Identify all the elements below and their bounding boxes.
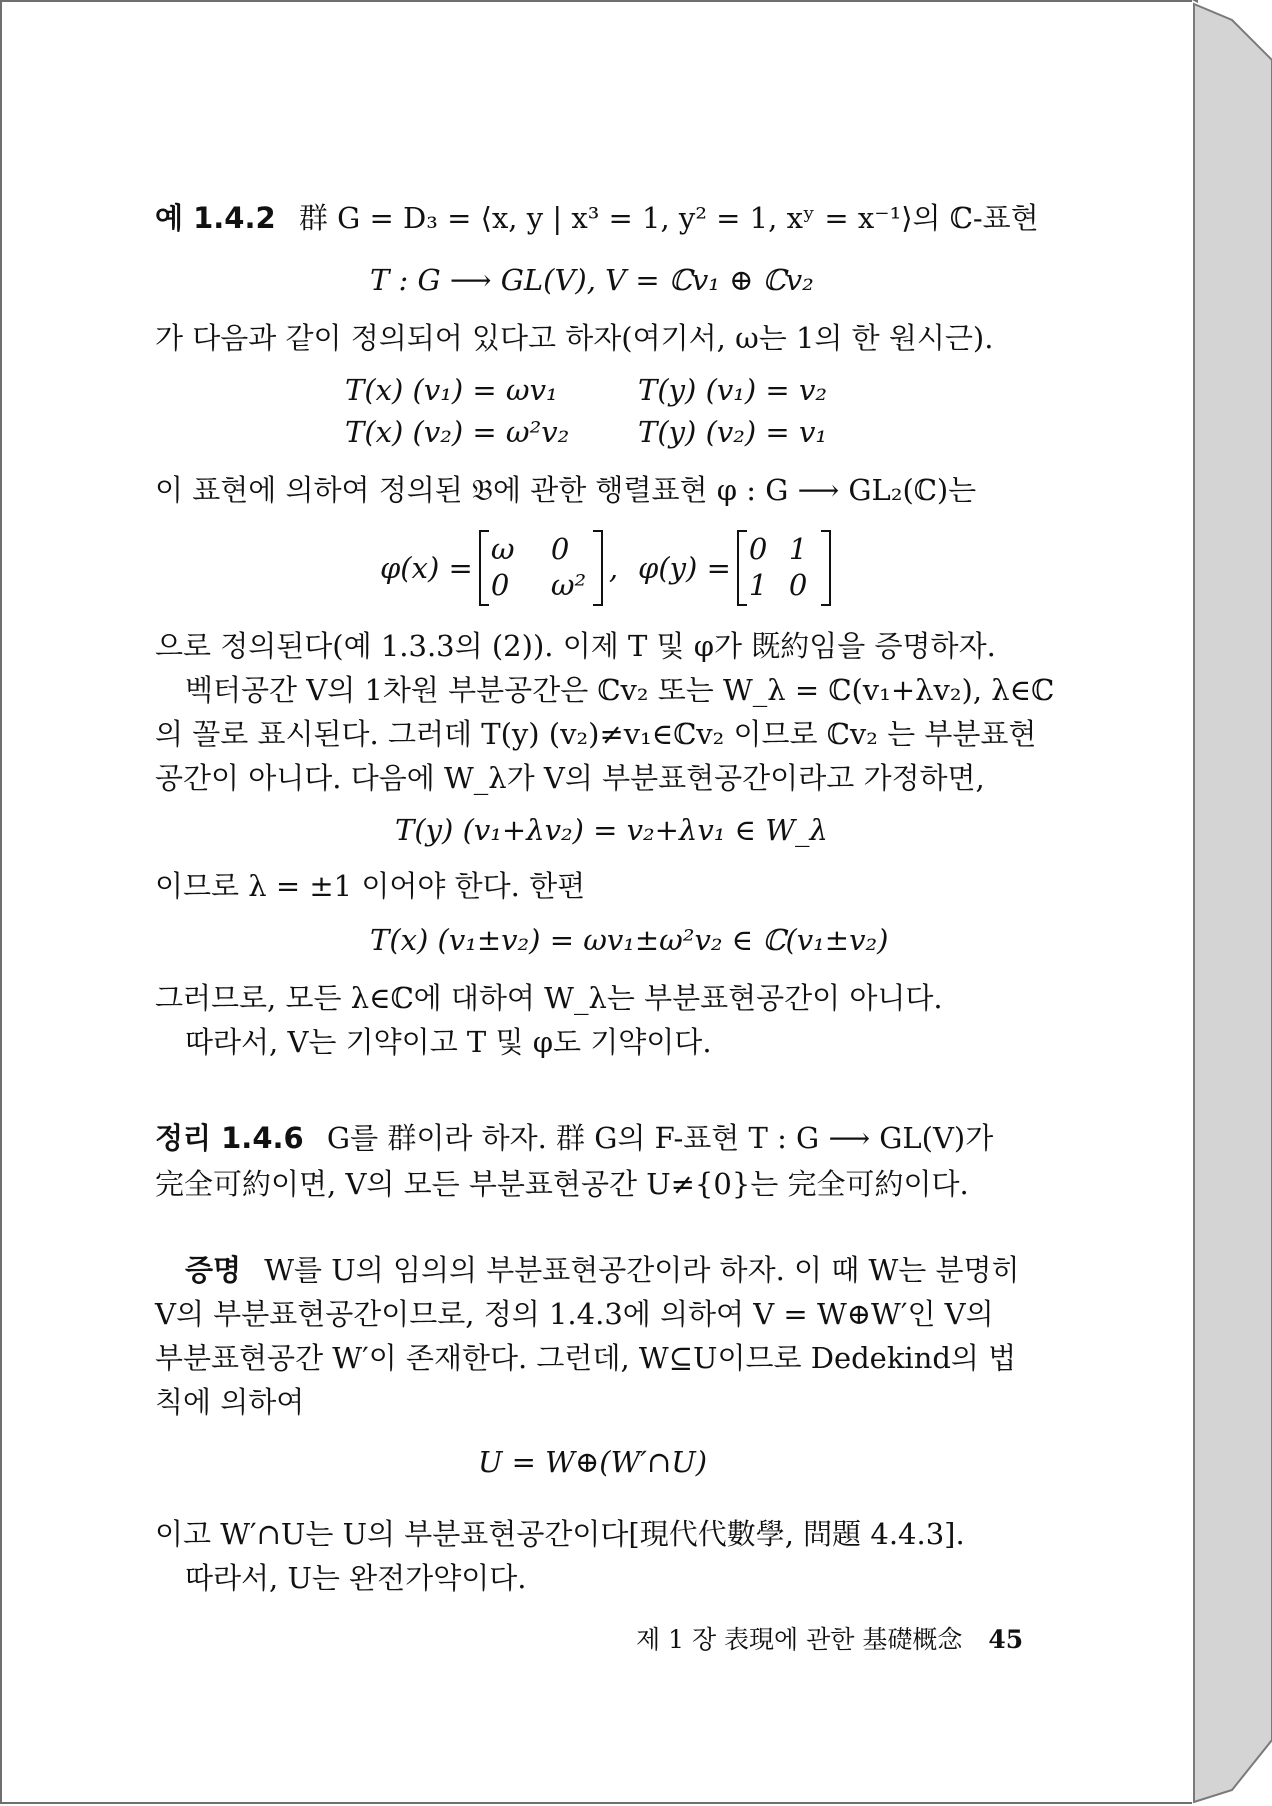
phi-y-matrix — [737, 530, 831, 606]
definition-y-v1: T(y) (v₁) = v₂ — [638, 373, 827, 407]
proof-line: 따라서, U는 완전가약이다. — [185, 1561, 527, 1595]
equation-dedekind: U = W⊕(W′∩U) — [478, 1445, 708, 1479]
phi-x-label: φ(x) = — [380, 551, 473, 585]
conclusion-line: 따라서, V는 기약이고 T 및 φ도 기약이다. — [185, 1025, 712, 1059]
example-line — [155, 200, 1039, 236]
matrix-entry: 0 — [788, 568, 808, 602]
proof-line: V의 부분표현공간이므로, 정의 1.4.3에 의하여 V = W⊕W′인 V의 — [155, 1297, 994, 1331]
example-heading: 예 1.4.2 — [155, 201, 276, 235]
book-edge — [1192, 0, 1272, 1806]
theorem-heading: 정리 1.4.6 — [155, 1121, 304, 1155]
matrix-intro-line: 이 표현에 의하여 정의된 𝔅에 관한 행렬표현 φ : G ⟶ GL₂(ℂ)는 — [155, 473, 977, 507]
paragraph-line: 공간이 아니다. 다음에 W_λ가 V의 부분표현공간이라고 가정하면, — [155, 761, 985, 795]
proof-line: 부분표현공간 W′이 존재한다. 그런데, W⊆U이므로 Dedekind의 법 — [155, 1341, 1017, 1375]
matrix-equations: φ(x) = ω 0 0 ω² , φ(y) = 0 1 1 0 — [380, 530, 837, 606]
proof-line: 이고 W′∩U는 U의 부분표현공간이다[現代代數學, 問題 4.4.3]. — [155, 1517, 965, 1551]
lambda-line: 이므로 λ = ±1 이어야 한다. 한편 — [155, 869, 586, 903]
definition-x-v2: T(x) (v₂) = ω²v₂ — [345, 415, 570, 449]
proof-line — [185, 1252, 1020, 1288]
matrix-entry: 1 — [788, 532, 808, 566]
conclusion-line: 그러므로, 모든 λ∈ℂ에 대하여 W_λ는 부분표현공간이 아니다. — [155, 981, 943, 1015]
page-number: 45 — [988, 1625, 1024, 1654]
theorem-line — [155, 1120, 993, 1156]
proof-text: W를 U의 임의의 부분표현공간이라 하자. 이 때 W는 분명히 — [264, 1253, 1020, 1287]
phi-y-label: φ(y) = — [638, 551, 731, 585]
theorem-line: 完全可約이면, V의 모든 부분표현공간 U≠{0}는 完全可約이다. — [155, 1167, 969, 1201]
matrix-entry: 0 — [748, 532, 768, 566]
matrix-entry: 0 — [550, 532, 570, 566]
defined-line: 으로 정의된다(예 1.3.3의 (2)). 이제 T 및 φ가 既約임을 증명하자. — [155, 629, 996, 663]
chapter-title: 제 1 장 表現에 관한 基礎概念 — [636, 1625, 963, 1654]
matrix-entry: ω — [490, 532, 515, 566]
proof-line: 칙에 의하여 — [155, 1385, 305, 1419]
matrix-entry: 0 — [490, 568, 510, 602]
proof-heading: 증명 — [185, 1253, 242, 1287]
example-statement: 群 G = D₃ = ⟨x, y | x³ = 1, y² = 1, xʸ = x⁻¹⟩의 ℂ-표현 — [298, 201, 1039, 235]
representation-map: T : G ⟶ GL(V), V = ℂv₁ ⊕ ℂv₂ — [370, 263, 814, 297]
definition-y-v2: T(y) (v₂) = v₁ — [638, 415, 827, 449]
matrix-entry: 1 — [748, 568, 768, 602]
theorem-text: G를 群이라 하자. 群 G의 F-표현 T : G ⟶ GL(V)가 — [326, 1121, 994, 1155]
phi-x-matrix — [479, 530, 603, 606]
equation-ty: T(y) (v₁+λv₂) = v₂+λv₁ ∈ W_λ — [395, 813, 828, 847]
running-footer — [636, 1620, 1023, 1656]
intro-line: 가 다음과 같이 정의되어 있다고 하자(여기서, ω는 1의 한 원시근). — [155, 321, 994, 355]
definition-x-v1: T(x) (v₁) = ωv₁ — [345, 373, 558, 407]
paragraph-line: 의 꼴로 표시된다. 그러데 T(y) (v₂)≠v₁∈ℂv₂ 이므로 ℂv₂ 는 부분표현 — [155, 717, 1037, 751]
paragraph-line: 벡터공간 V의 1차원 부분공간은 ℂv₂ 또는 W_λ = ℂ(v₁+λv₂), λ∈ℂ — [185, 673, 1055, 707]
equation-tx: T(x) (v₁±v₂) = ωv₁±ω²v₂ ∈ ℂ(v₁±v₂) — [370, 923, 889, 957]
matrix-entry: ω² — [550, 568, 587, 602]
